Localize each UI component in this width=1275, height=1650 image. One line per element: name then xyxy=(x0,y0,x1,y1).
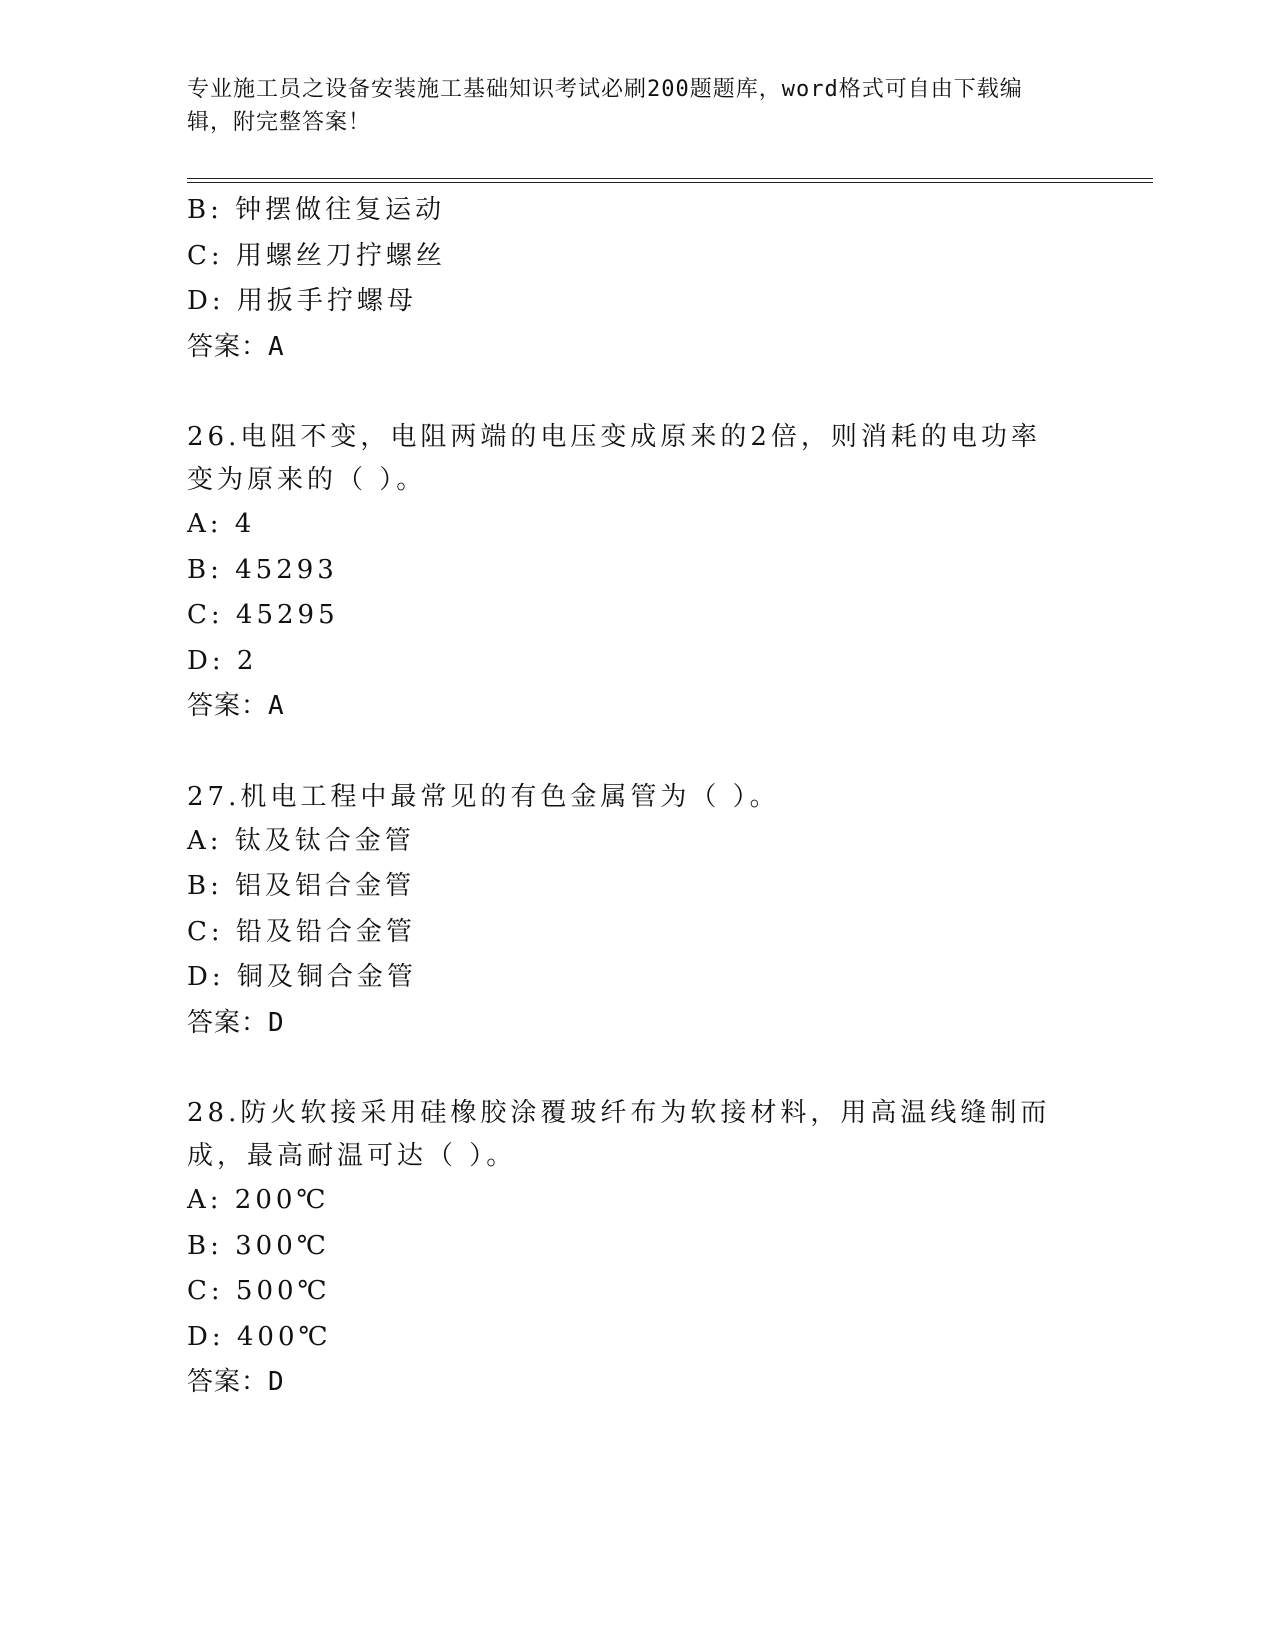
option-c: C: 500℃ xyxy=(187,1276,331,1306)
question-stem: 27.机电工程中最常见的有色金属管为（ ）。 xyxy=(187,781,780,812)
page-header-title: 专业施工员之设备安装施工基础知识考试必刷200题题库，word格式可自由下载编辑，附完整答案！ xyxy=(187,77,1023,135)
option-d: D: 用扳手拧螺母 xyxy=(187,286,417,316)
answer-line xyxy=(187,684,1107,730)
option-c: C: 铅及铅合金管 xyxy=(187,916,416,947)
option-d: D: 400℃ xyxy=(187,1321,332,1352)
option-c: C: 用螺丝刀拧螺丝 xyxy=(187,240,446,271)
option-b: B: 300℃ xyxy=(187,1230,330,1261)
answer-label: 答案： xyxy=(187,1007,269,1038)
option-b: B: 钟摆做往复运动 xyxy=(187,195,446,225)
question-stem: 26.电阻不变，电阻两端的电压变成原来的2倍，则消耗的电功率变为原来的（ ）。 xyxy=(187,422,1041,495)
option-c: C: 45295 xyxy=(187,600,339,630)
answer-line xyxy=(187,1360,1107,1406)
answer-label: 答案： xyxy=(187,1367,269,1397)
option-b: B: 45293 xyxy=(187,554,338,585)
header-double-rule xyxy=(187,178,1153,183)
option-a: A: 200℃ xyxy=(187,1185,330,1215)
answer-line xyxy=(187,1001,1107,1047)
answer-label: 答案： xyxy=(187,331,269,362)
option-a: A: 4 xyxy=(187,509,256,539)
answer-value: A xyxy=(268,331,285,362)
answer-value: A xyxy=(268,691,285,721)
spacer xyxy=(187,370,1107,416)
option-d: D: 铜及铜合金管 xyxy=(187,962,417,992)
continued-question xyxy=(187,188,1107,370)
question-28 xyxy=(187,1092,1107,1406)
option-b: B: 铝及铝合金管 xyxy=(187,871,416,901)
question-stem: 28.防火软接采用硅橡胶涂覆玻纤布为软接材料，用高温线缝制而成，最高耐温可达（ ）。 xyxy=(187,1098,1051,1171)
answer-line xyxy=(187,325,1107,371)
option-d: D: 2 xyxy=(187,645,258,676)
spacer xyxy=(187,730,1107,776)
answer-label: 答案： xyxy=(187,691,269,721)
question-27 xyxy=(187,776,1107,1047)
exam-content xyxy=(187,188,1107,1406)
answer-value: D xyxy=(268,1367,285,1397)
answer-value: D xyxy=(268,1007,285,1038)
spacer xyxy=(187,1046,1107,1092)
question-26 xyxy=(187,416,1107,730)
option-a: A: 钛及钛合金管 xyxy=(187,825,415,856)
